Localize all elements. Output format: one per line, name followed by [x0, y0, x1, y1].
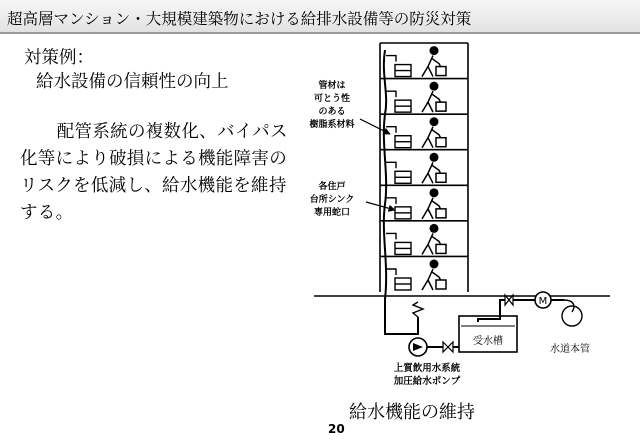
water-supply-diagram: [292, 34, 632, 404]
floors: [380, 46, 468, 290]
faucet-icon: [386, 269, 411, 290]
floor: [380, 188, 468, 221]
faucet-icon: [386, 162, 411, 183]
diagram-caption: 給水機能の維持: [349, 402, 475, 423]
faucet-icon: [386, 56, 411, 77]
slide-title: 超高層マンション・大規模建築物における給排水設備等の防災対策: [7, 10, 472, 28]
measure-subheading: 給水設備の信頼性の向上: [36, 72, 229, 92]
tank-label: 受水槽: [473, 336, 503, 347]
measure-heading: 対策例：: [24, 48, 94, 68]
water-meter-icon: [535, 292, 551, 308]
faucet-label-line-3: 専用蛇口: [313, 208, 351, 218]
person-carrying-bucket-icon: [422, 153, 446, 184]
faucet-icon: [386, 127, 411, 148]
person-carrying-bucket-icon: [422, 260, 446, 291]
water-main-icon: [562, 300, 582, 326]
faucet-icon: [386, 91, 411, 112]
faucet-label-line-1: 各住戸: [318, 182, 346, 192]
pipe-label-arrow: [360, 119, 390, 134]
pipe-label-line-3: のある: [318, 107, 346, 117]
person-carrying-bucket-icon: [422, 117, 446, 148]
title-bar: [0, 0, 640, 34]
pipe-label-line-4: 樹脂系材料: [309, 120, 355, 130]
floor: [380, 117, 468, 150]
valve-icon: [443, 342, 453, 352]
person-carrying-bucket-icon: [422, 82, 446, 113]
water-main-label: 水道本管: [550, 344, 590, 355]
floor: [380, 82, 468, 115]
faucet-icon: [386, 233, 411, 254]
pump-label-line-1: 上質飲用水系統: [393, 363, 461, 374]
pump-label-line-2: 加圧給水ポンプ: [393, 376, 461, 387]
meter-label: M: [538, 296, 548, 307]
riser-pipe: [384, 50, 418, 334]
pipe-label-line-1: 管材は: [318, 81, 346, 91]
faucet-label: [310, 180, 355, 218]
floor: [380, 46, 468, 79]
floor: [380, 153, 468, 186]
measure-description: 配管系統の複数化、バイパス化等により破損による機能障害のリスクを低減し、給水機能を維持する。: [20, 122, 288, 223]
building-outline: [380, 43, 468, 292]
person-carrying-bucket-icon: [422, 188, 446, 219]
person-carrying-bucket-icon: [422, 46, 446, 77]
page-number: 20: [328, 422, 345, 436]
faucet-label-line-2: 台所シンク: [309, 195, 355, 205]
pipe-material-label: [309, 79, 354, 130]
floor: [380, 224, 468, 257]
person-carrying-bucket-icon: [422, 224, 446, 255]
floor: [386, 260, 446, 291]
pipe-label-line-2: 可とう性: [313, 94, 351, 104]
